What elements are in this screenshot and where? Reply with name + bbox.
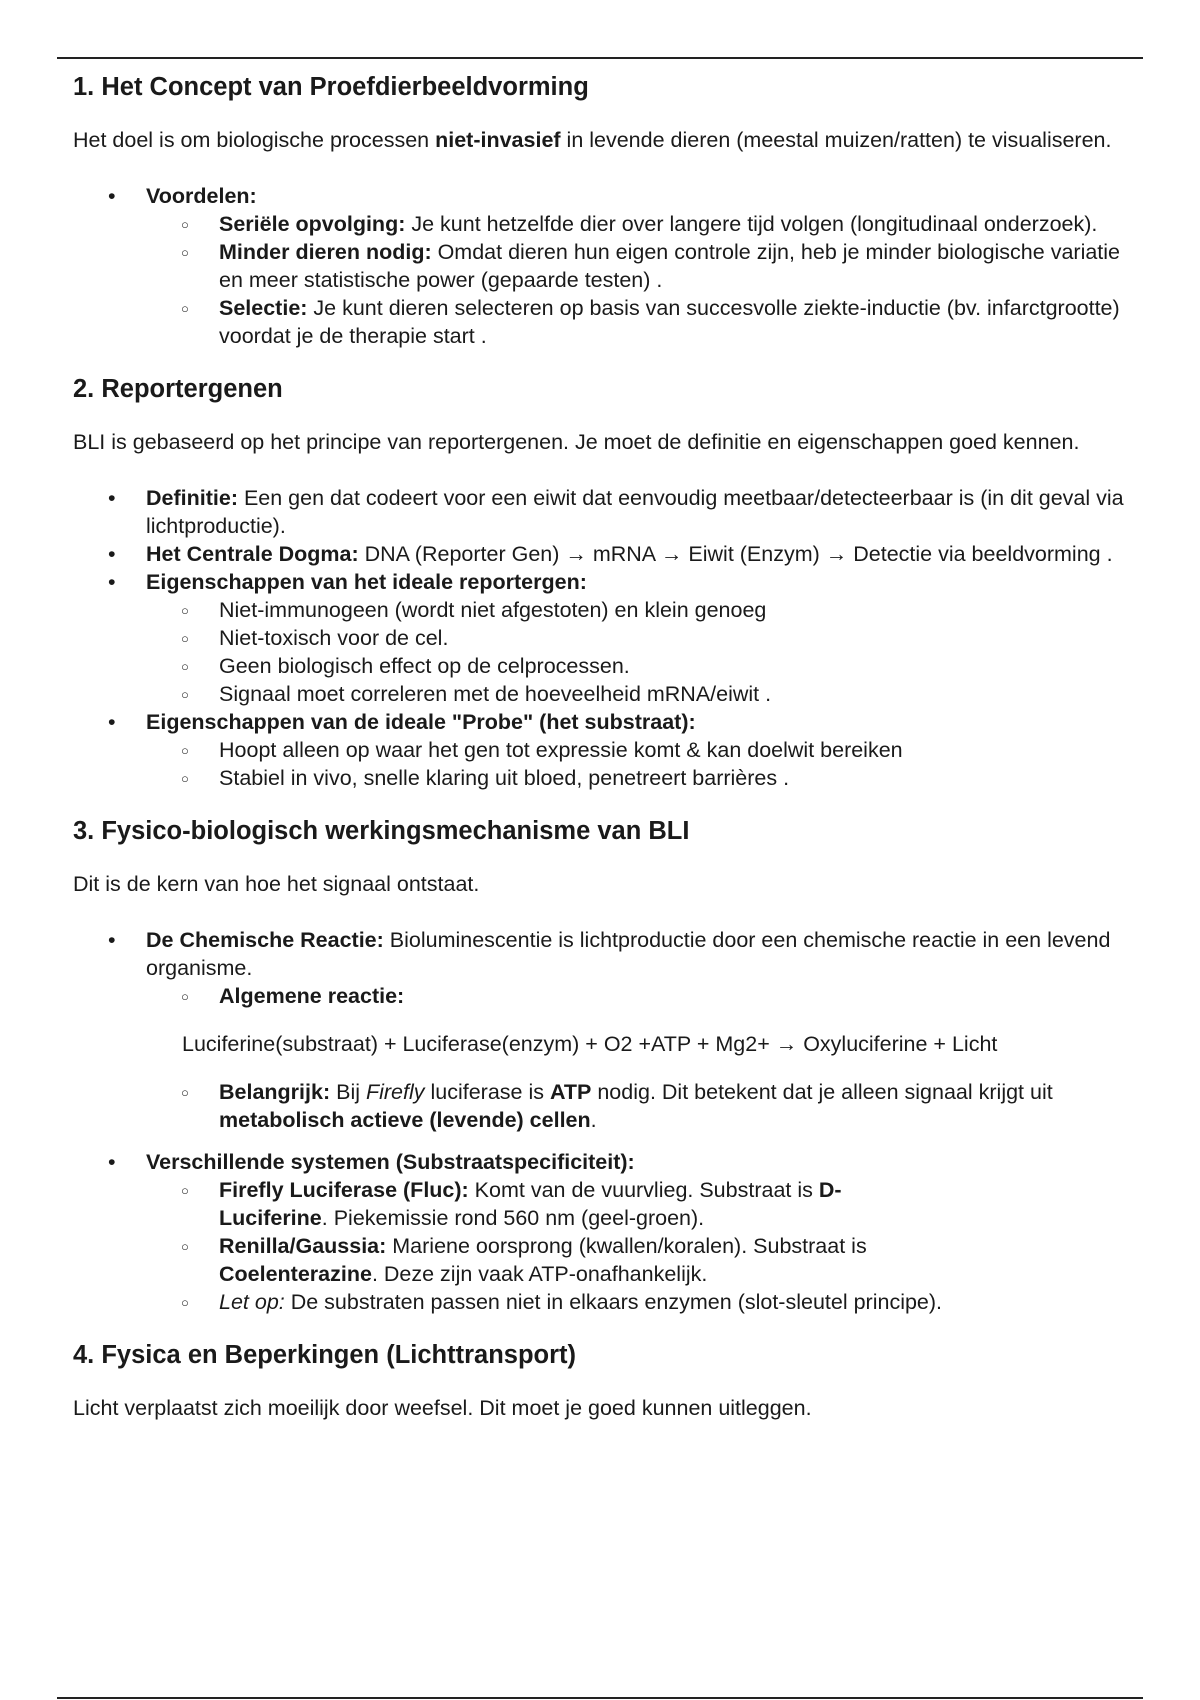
reaction-formula: Luciferine(substraat) + Luciferase(enzym) + O2 +ATP + Mg2+ → Oxyluciferine + Licht	[182, 1032, 998, 1056]
section-1	[73, 70, 1133, 350]
list-item: • Eigenschappen van het ideale reportergen: ○ Niet-immunogeen (wordt niet afgestoten) en klein genoeg ○ Niet-toxisch voor de cel. ○ Geen biologisch effect op de celprocessen. ○ Signaal moet correleren met de hoeveelheid mRNA/eiwit .	[146, 568, 1133, 708]
top-rule	[57, 57, 1143, 59]
list-item: ○ Selectie: Je kunt dieren selecteren op basis van succesvolle ziekte-inductie (bv. infarctgrootte) voordat je de therapie start .	[219, 294, 1133, 350]
section-3-title: 3. Fysico-biologisch werkingsmechanisme van BLI	[73, 817, 690, 845]
list-item: ○ Algemene reactie:	[219, 982, 1133, 1010]
section-2-intro: BLI is gebaseerd op het principe van reportergenen. Je moet de definitie en eigenschappen goed kennen.	[73, 430, 1080, 454]
chem-sublist	[146, 982, 1133, 1010]
systems-sublist	[146, 1176, 1133, 1316]
list-item: ○ Let op: De substraten passen niet in elkaars enzymen (slot-sleutel principe).	[219, 1288, 1133, 1316]
list-item: • Eigenschappen van de ideale "Probe" (het substraat): ○ Hoopt alleen op waar het gen tot expressie komt & kan doelwit bereiken ○ Stabiel in vivo, snelle klaring uit bloed, penetreert barrières .	[146, 708, 1133, 792]
belangrijk-sublist	[146, 1078, 1133, 1134]
document-page	[73, 70, 1133, 1450]
list-item: ○ Niet-toxisch voor de cel.	[219, 624, 1133, 652]
list-item: ○ Hoopt alleen op waar het gen tot expressie komt & kan doelwit bereiken	[219, 736, 1133, 764]
list-item: ○ Niet-immunogeen (wordt niet afgestoten) en klein genoeg	[219, 596, 1133, 624]
list-item	[146, 182, 1133, 350]
list-item: ○ Stabiel in vivo, snelle klaring uit bloed, penetreert barrières .	[219, 764, 1133, 792]
list-item: ○ Geen biologisch effect op de celprocessen.	[219, 652, 1133, 680]
list-item: ○ Signaal moet correleren met de hoeveelheid mRNA/eiwit .	[219, 680, 1133, 708]
section-3-intro: Dit is de kern van hoe het signaal ontstaat.	[73, 872, 480, 896]
section-3	[73, 814, 1133, 1316]
section-2-title: 2. Reportergenen	[73, 375, 283, 403]
section-4	[73, 1338, 1133, 1422]
section-1-list	[73, 182, 1133, 350]
list-item: • Verschillende systemen (Substraatspecificiteit): ○ Firefly Luciferase (Fluc): Komt van de vuurvlieg. Substraat is D-Luciferine. Piekemissie rond 560 nm (geel-groen). ○ Renilla/Gaussia: Mariene oorsprong (kwallen/koralen). Substraat is Coelenterazine. Deze zijn vaak ATP-onafhankelijk. ○ Let op: De substraten passen niet in elkaars enzymen (slot-sleutel principe).	[146, 1148, 1133, 1316]
list-item: ○ Belangrijk: Bij Firefly luciferase is ATP nodig. Dit betekent dat je alleen signaal krijgt uit metabolisch actieve (levende) cellen.	[219, 1078, 1133, 1134]
section-1-intro: Het doel is om biologische processen niet-invasief in levende dieren (meestal muizen/ratten) te visualiseren.	[73, 128, 1112, 152]
list-item: • Het Centrale Dogma: DNA (Reporter Gen) → mRNA → Eiwit (Enzym) → Detectie via beeldvorming .	[146, 540, 1133, 568]
section-3-list	[73, 926, 1133, 1316]
section-2-list	[73, 484, 1133, 792]
voordelen-label: Voordelen:	[146, 184, 257, 208]
list-item: ○ Renilla/Gaussia: Mariene oorsprong (kwallen/koralen). Substraat is Coelenterazine. Deze zijn vaak ATP-onafhankelijk.	[219, 1232, 939, 1288]
list-item: • De Chemische Reactie: Bioluminescentie is lichtproductie door een chemische reactie in een levend organisme. ○ Algemene reactie: Luciferine(substraat) + Luciferase(enzym) + O2 +ATP + Mg2+ → Oxyluciferine + Licht ○ Belangrijk: Bij Firefly luciferase is ATP nodig. Dit betekent dat je alleen signaal krijgt uit metabolisch actieve (levende) cellen.	[146, 926, 1133, 1134]
section-1-title: 1. Het Concept van Proefdierbeeldvorming	[73, 73, 589, 101]
probe-sublist	[146, 736, 1133, 792]
section-4-intro: Licht verplaatst zich moeilijk door weefsel. Dit moet je goed kunnen uitleggen.	[73, 1396, 812, 1420]
section-2	[73, 372, 1133, 792]
voordelen-sublist	[146, 210, 1133, 350]
list-item: ○ Minder dieren nodig: Omdat dieren hun eigen controle zijn, heb je minder biologische variatie en meer statistische power (gepaarde testen) .	[219, 238, 1133, 294]
list-item: ○ Seriële opvolging: Je kunt hetzelfde dier over langere tijd volgen (longitudinaal onderzoek).	[219, 210, 1133, 238]
list-item: ○ Firefly Luciferase (Fluc): Komt van de vuurvlieg. Substraat is D-Luciferine. Piekemissie rond 560 nm (geel-groen).	[219, 1176, 939, 1232]
list-item: • Definitie: Een gen dat codeert voor een eiwit dat eenvoudig meetbaar/detecteerbaar is (in dit geval via lichtproductie).	[146, 484, 1133, 540]
props-sublist	[146, 596, 1133, 708]
section-4-title: 4. Fysica en Beperkingen (Lichttransport)	[73, 1341, 577, 1369]
bottom-rule	[57, 1697, 1143, 1699]
